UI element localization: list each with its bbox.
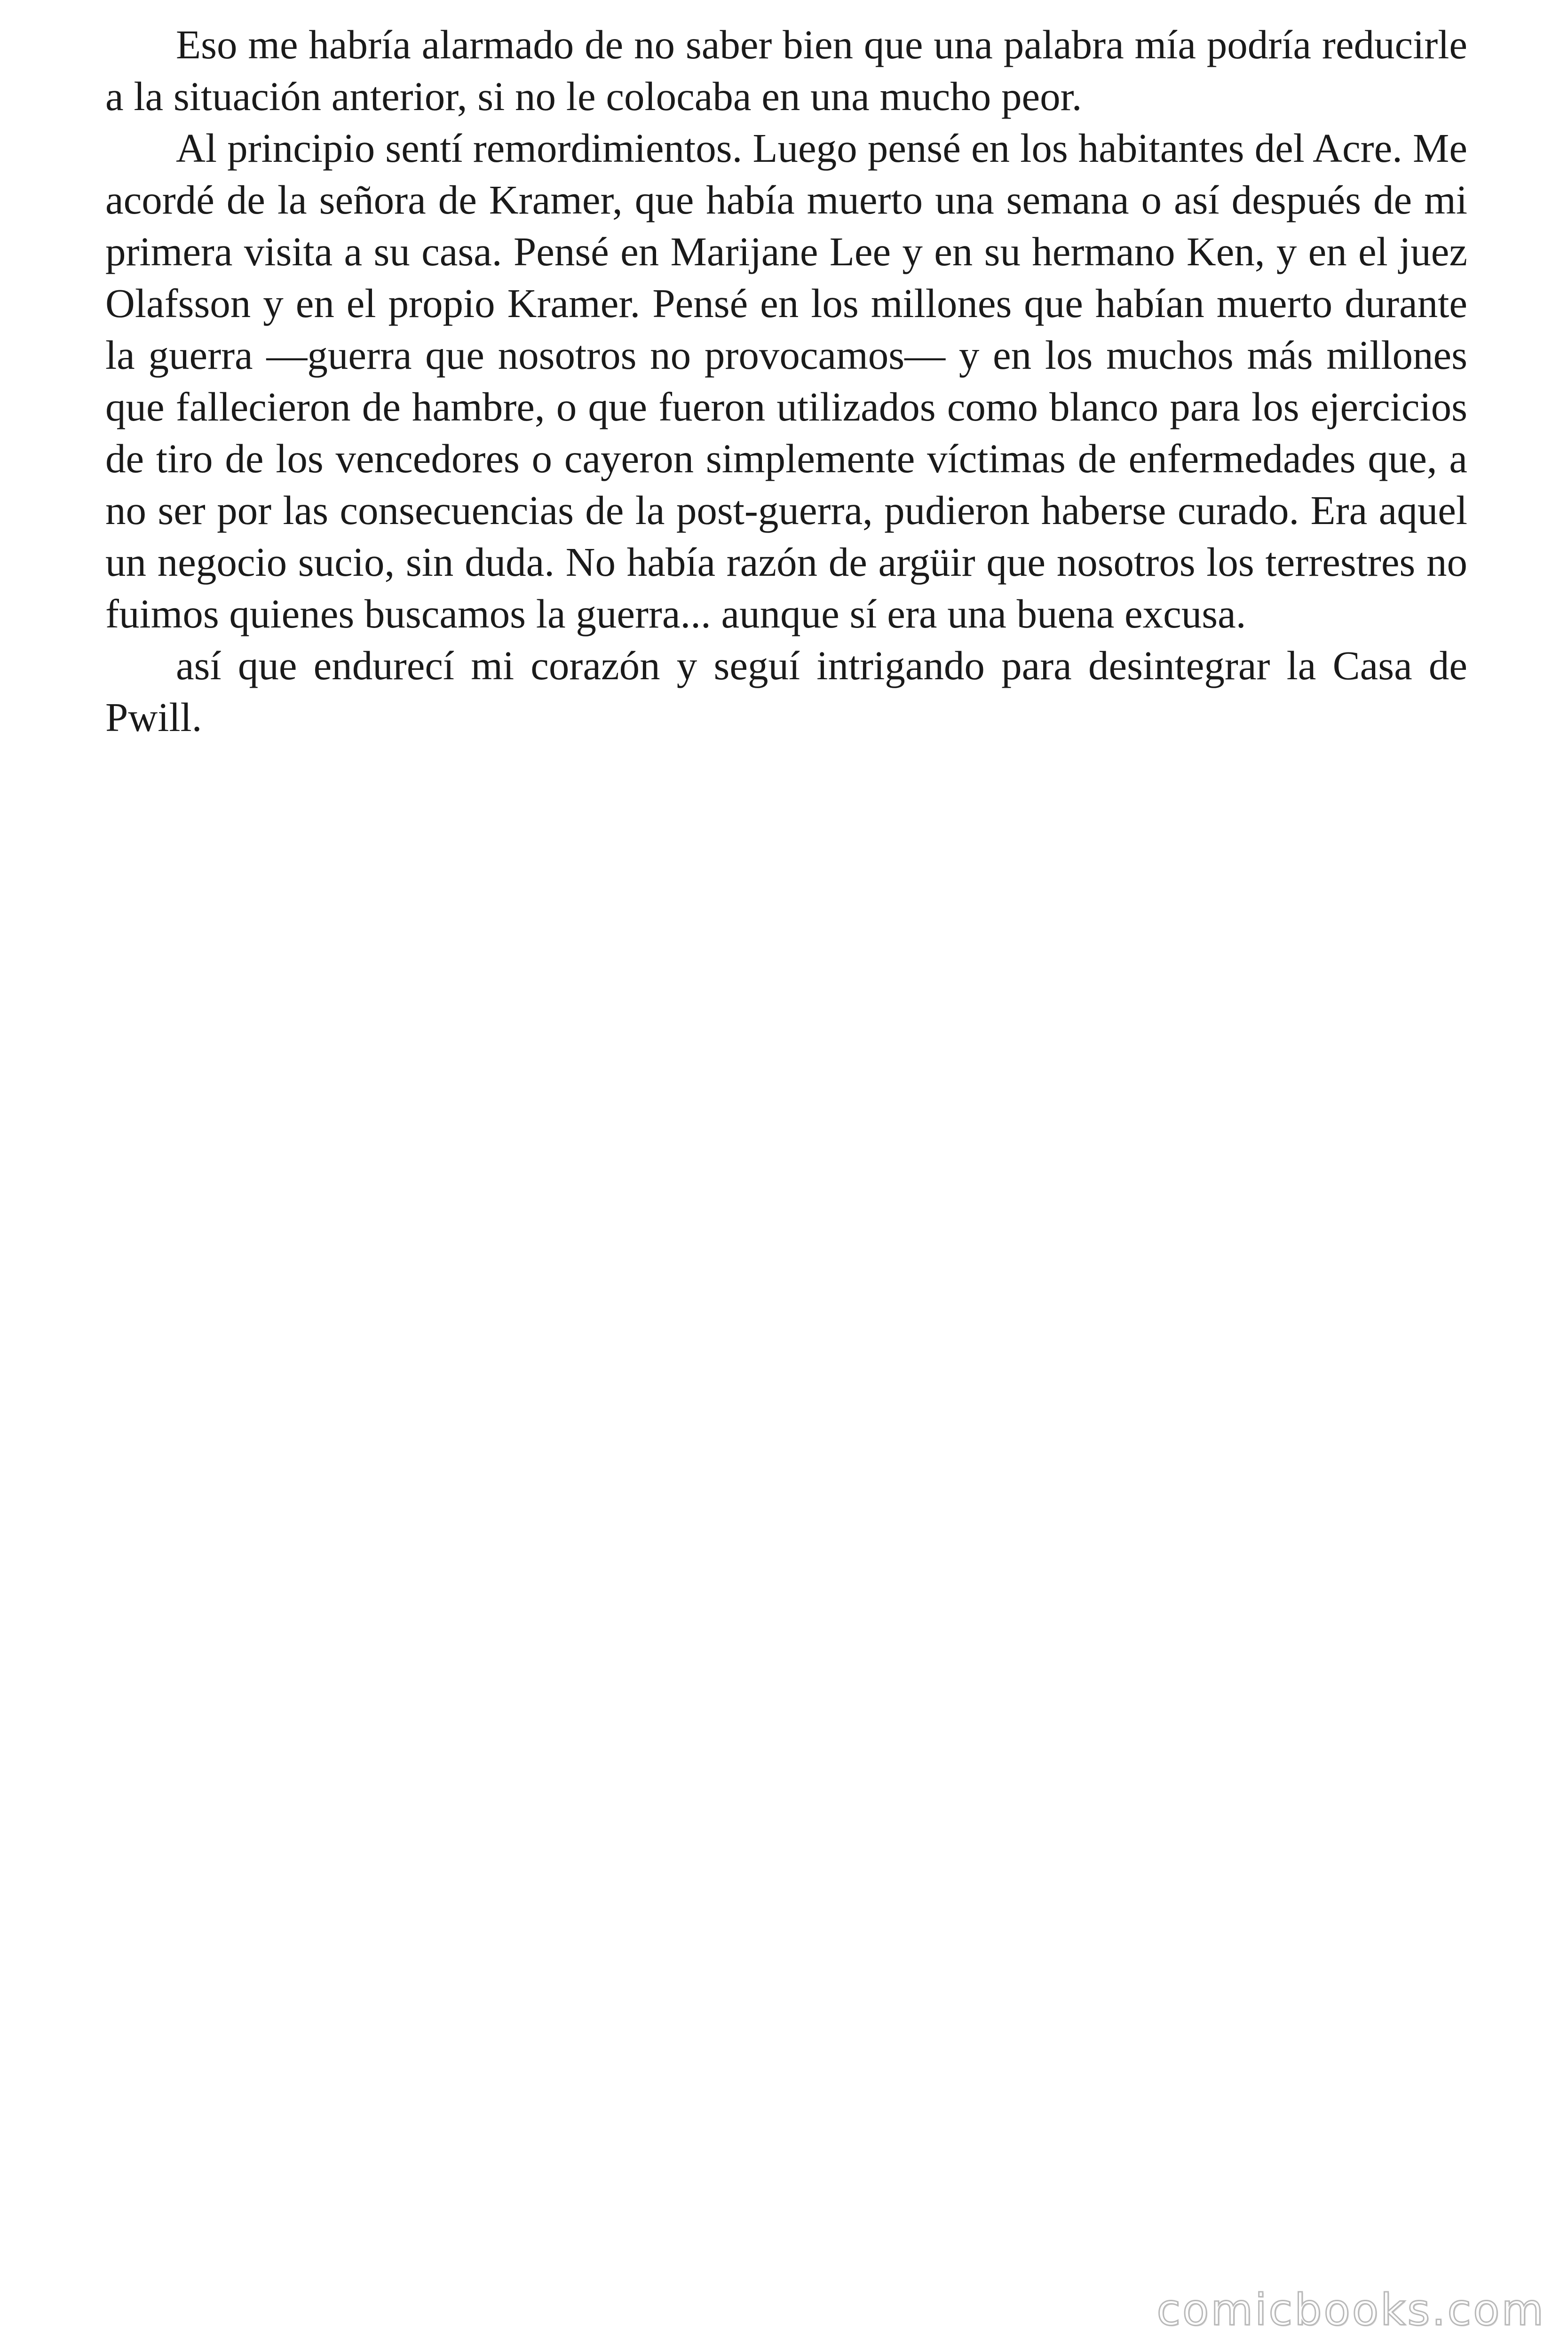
body-text xyxy=(105,19,1467,743)
watermark: comicbooks.com xyxy=(1156,2285,1545,2335)
paragraph-1: Eso me habría alarmado de no saber bien que una palabra mía podría reducirle a la situación anterior, si no le colocaba en una mucho peor. xyxy=(105,22,1467,119)
paragraph-2: Al principio sentí remordimientos. Luego pensé en los habitantes del Acre. Me acordé de la señora de Kramer, que había muerto una semana o así después de mi primera visita a su casa. Pensé en Marijane Lee y en su hermano Ken, y en el juez Olafsson y en el propio Kramer. Pensé en los millones que habían muerto durante la guerra —guerra que nosotros no provocamos— y en los muchos más millones que fallecieron de hambre, o que fueron utilizados como blanco para los ejercicios de tiro de los vencedores o cayeron simplemente víctimas de enfermedades que, a no ser por las consecuencias de la post-guerra, pudieron haberse curado. Era aquel un negocio sucio, sin duda. No había razón de argüir que nosotros los terrestres no fuimos quienes buscamos la guerra... aunque sí era una buena excusa. xyxy=(105,125,1467,636)
paragraph-3: así que endurecí mi corazón y seguí intrigando para desintegrar la Casa de Pwill. xyxy=(105,643,1467,740)
